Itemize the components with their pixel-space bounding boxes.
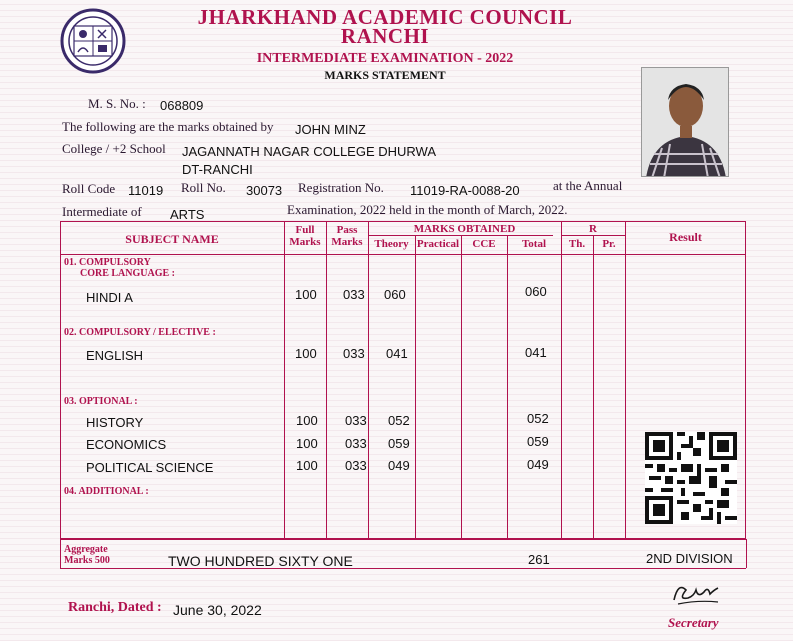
r-theory-header: Th.	[568, 238, 586, 250]
theory-cell: 059	[388, 436, 410, 451]
col-line-theory	[368, 221, 369, 539]
section-1-title: 01. COMPULSORY	[64, 257, 151, 268]
total-cell: 041	[525, 345, 547, 360]
stream-value: ARTS	[170, 207, 205, 222]
council-emblem-icon	[60, 8, 126, 74]
council-title	[150, 5, 620, 48]
college-name: JAGANNATH NAGAR COLLEGE DHURWA	[182, 144, 437, 159]
roll-no-label: Roll No.	[181, 180, 226, 195]
exam-month-text: Examination, 2022 held in the month of March, 2022.	[287, 202, 568, 217]
pass-header-line1: Pass	[336, 224, 358, 236]
theory-cell: 052	[388, 413, 410, 428]
col-line-cce	[461, 235, 462, 539]
theory-cell: 041	[386, 346, 408, 361]
theory-cell: 060	[384, 287, 406, 302]
total-cell: 059	[527, 434, 549, 449]
practical-header: Practical	[416, 238, 460, 250]
section-additional: 04. ADDITIONAL :	[64, 486, 149, 497]
col-line-pr	[593, 235, 594, 539]
ms-no-value: 068809	[160, 98, 204, 113]
pass-cell: 033	[345, 458, 367, 473]
cce-header: CCE	[472, 238, 496, 250]
col-line-full	[284, 221, 285, 539]
section-optional: 03. OPTIONAL :	[64, 396, 138, 407]
pass-cell: 033	[343, 287, 365, 302]
roll-code-label: Roll Code	[62, 181, 116, 196]
section-elective: 02. COMPULSORY / ELECTIVE :	[64, 327, 216, 338]
qr-code-icon	[645, 432, 737, 524]
pass-cell: 033	[345, 436, 367, 451]
full-cell: 100	[296, 436, 318, 451]
exam-title: INTERMEDIATE EXAMINATION - 2022	[256, 51, 514, 66]
aggregate-label-line1: Aggregate	[64, 544, 108, 555]
col-line-total	[507, 235, 508, 539]
col-line-pass	[326, 221, 327, 539]
aggregate-words: TWO HUNDRED SIXTY ONE	[168, 553, 353, 569]
section-1-subtitle: CORE LANGUAGE :	[80, 268, 176, 279]
subject-cell: ECONOMICS	[86, 437, 167, 452]
full-header-line1: Full	[295, 224, 315, 236]
student-name: JOHN MINZ	[295, 122, 366, 137]
division-result: 2ND DIVISION	[646, 551, 733, 566]
full-header-line2: Marks	[289, 236, 321, 248]
total-cell: 060	[525, 284, 547, 299]
r-practical-header: Pr.	[602, 238, 616, 250]
registration-label: Registration No.	[298, 180, 384, 195]
pass-cell: 033	[345, 413, 367, 428]
annual-label: at the Annual	[553, 178, 623, 193]
student-photo	[641, 67, 729, 177]
col-line-result	[625, 221, 626, 539]
r-header: R	[589, 223, 597, 235]
registration-value: 11019-RA-0088-20	[410, 183, 520, 198]
full-cell: 100	[296, 413, 318, 428]
full-cell: 100	[296, 458, 318, 473]
college-district: DT-RANCHI	[182, 162, 253, 177]
aggregate-right-line	[746, 539, 747, 568]
aggregate-label-line2: Marks 500	[64, 555, 110, 566]
total-header: Total	[521, 238, 547, 250]
secretary-label: Secretary	[668, 615, 719, 630]
college-label: College / +2 School	[62, 141, 166, 156]
statement-title: MARKS STATEMENT	[324, 68, 446, 82]
total-cell: 052	[527, 411, 549, 426]
ms-no-label: M. S. No. :	[88, 96, 146, 111]
subject-cell: POLITICAL SCIENCE	[86, 460, 214, 475]
theory-cell: 049	[388, 458, 410, 473]
aggregate-total: 261	[528, 552, 550, 567]
aggregate-bottom-line	[60, 568, 746, 569]
subject-cell: ENGLISH	[86, 348, 144, 363]
theory-header: Theory	[374, 238, 409, 250]
secretary-signature-icon	[668, 578, 728, 608]
col-line-r	[561, 221, 562, 539]
roll-no-value: 30073	[246, 183, 283, 198]
student-portrait-icon	[642, 68, 729, 177]
full-cell: 100	[295, 287, 317, 302]
council-city: RANCHI	[340, 24, 430, 48]
total-cell: 049	[527, 457, 549, 472]
roll-code-value: 11019	[128, 183, 164, 198]
pass-header-line2: Marks	[331, 236, 363, 248]
marks-obtained-header: MARKS OBTAINED	[413, 223, 516, 235]
full-cell: 100	[295, 346, 317, 361]
header-divider	[60, 254, 746, 255]
aggregate-left-line	[60, 539, 61, 568]
result-header: Result	[669, 230, 702, 244]
col-line-practical	[415, 235, 416, 539]
subject-cell: HINDI A	[86, 290, 133, 305]
subject-cell: HISTORY	[86, 415, 144, 430]
council-name: JHARKHAND ACADEMIC COUNCIL	[197, 5, 573, 29]
full-marks-header	[284, 224, 326, 248]
section-compulsory	[64, 257, 175, 279]
stream-label: Intermediate of	[62, 204, 142, 219]
aggregate-top-line	[60, 539, 746, 540]
dated-label: Ranchi, Dated :	[68, 600, 162, 615]
aggregate-label	[64, 544, 110, 566]
issue-date: June 30, 2022	[173, 602, 262, 618]
pass-marks-header	[326, 224, 368, 248]
subject-name-header: SUBJECT NAME	[125, 232, 219, 246]
pass-cell: 033	[343, 346, 365, 361]
name-label: The following are the marks obtained by	[62, 119, 274, 134]
